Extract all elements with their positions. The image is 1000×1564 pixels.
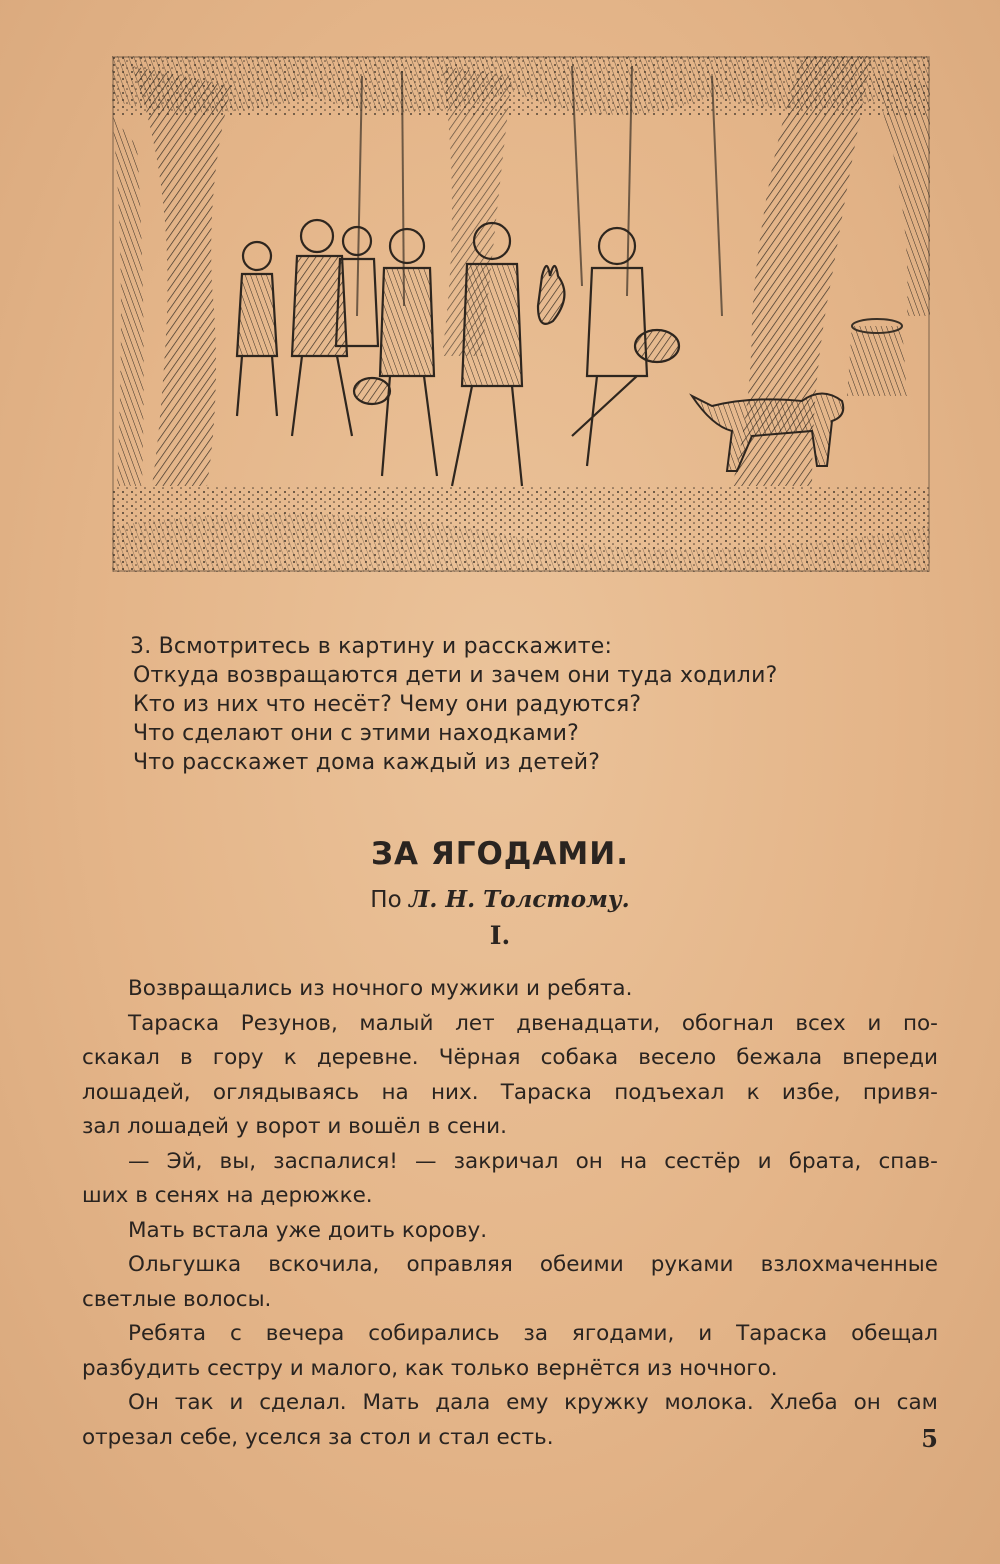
word: и — [867, 1010, 882, 1036]
word: к — [746, 1079, 760, 1105]
word: привя- — [862, 1079, 938, 1105]
word: Тараска — [736, 1321, 828, 1346]
text-line — [82, 1248, 938, 1283]
byline-prefix: По — [370, 887, 402, 913]
word: ягодами, — [571, 1321, 675, 1346]
word: двенадцати, — [516, 1010, 661, 1036]
chapter-number: I. — [489, 921, 511, 950]
text-line: отрезал себе, уселся за стол и стал есть. — [82, 1424, 554, 1450]
word: вскочила, — [268, 1252, 380, 1277]
word: обеими — [539, 1252, 624, 1277]
word: по- — [902, 1010, 938, 1036]
word: руками — [650, 1252, 734, 1277]
word: Ребята — [128, 1321, 207, 1346]
word: них. — [430, 1079, 479, 1105]
word: и — [757, 1148, 772, 1174]
word: спав- — [878, 1148, 938, 1174]
word: обогнал — [681, 1010, 774, 1036]
word: Эй, — [166, 1148, 203, 1174]
forest-children-illustration — [112, 56, 930, 572]
word: подъехал — [614, 1079, 725, 1105]
question-line: 3. Всмотритесь в картину и расскажите: — [130, 634, 613, 659]
story-byline — [0, 886, 1000, 913]
word: Мать — [362, 1390, 420, 1415]
word: всех — [795, 1010, 846, 1036]
story-title: ЗА ЯГОДАМИ. — [371, 836, 629, 872]
word: оправляя — [406, 1252, 513, 1277]
word: оглядываясь — [212, 1079, 360, 1105]
question-line: Откуда возвращаются дети и зачем они туда ходили? — [133, 663, 778, 688]
word: так — [174, 1390, 214, 1415]
word: собирались — [368, 1321, 500, 1346]
word: — — [128, 1148, 150, 1174]
word: лошадей, — [82, 1079, 191, 1105]
word: малый — [359, 1010, 434, 1036]
word: Резунов, — [240, 1010, 338, 1036]
word: на — [381, 1079, 409, 1105]
word: и — [229, 1390, 244, 1415]
illustration-drawing — [112, 56, 930, 572]
text-line — [82, 1041, 938, 1076]
word: дала — [435, 1390, 491, 1415]
word: Чёрная — [438, 1045, 521, 1070]
word: гору — [212, 1045, 264, 1070]
text-line: зал лошадей у ворот и вошёл в сени. — [82, 1114, 507, 1139]
word: закричал — [453, 1148, 559, 1174]
word: сестёр — [664, 1148, 741, 1174]
word: обещал — [851, 1321, 938, 1346]
word: молока. — [664, 1390, 754, 1415]
word: Тараска — [500, 1079, 592, 1105]
word: Тараска — [128, 1010, 220, 1036]
word: лет — [455, 1010, 495, 1036]
word: впереди — [842, 1045, 938, 1070]
text-line — [82, 1076, 938, 1111]
text-line: ших в сенях на дерюжке. — [82, 1183, 373, 1208]
author-name: Л. Н. Толстому. — [408, 886, 630, 913]
word: скакал — [82, 1045, 160, 1070]
word: к — [283, 1045, 297, 1070]
word: за — [523, 1321, 548, 1346]
word: брата, — [788, 1148, 862, 1174]
word: сделал. — [259, 1390, 347, 1415]
page-number: 5 — [921, 1424, 938, 1453]
word: заспалися! — [273, 1148, 398, 1174]
word: вы, — [219, 1148, 257, 1174]
questions-block — [130, 632, 893, 777]
word: вечера — [265, 1321, 345, 1346]
word: на — [619, 1148, 648, 1174]
word: он — [853, 1390, 881, 1415]
text-line: Возвращались из ночного мужики и ребята. — [128, 976, 633, 1001]
text-line — [82, 1386, 938, 1421]
word: сам — [896, 1390, 938, 1415]
word: Он — [128, 1390, 159, 1415]
text-line — [82, 1317, 938, 1352]
story-body — [82, 972, 938, 1455]
word: собака — [540, 1045, 619, 1070]
word: с — [229, 1321, 242, 1346]
word: и — [698, 1321, 713, 1346]
word: в — [180, 1045, 193, 1070]
question-line: Кто из них что несёт? Чему они радуются? — [133, 692, 642, 717]
word: — — [415, 1148, 437, 1174]
word: бежала — [736, 1045, 823, 1070]
word: взлохмаченные — [760, 1252, 938, 1277]
question-line: Что расскажет дома каждый из детей? — [133, 750, 601, 775]
word: ему — [506, 1390, 549, 1415]
text-line: Мать встала уже доить корову. — [128, 1217, 488, 1243]
text-line: разбудить сестру и малого, как только вернётся из ночного. — [82, 1355, 778, 1381]
word: он — [575, 1148, 603, 1174]
word: деревне. — [316, 1045, 419, 1070]
text-line — [82, 1007, 938, 1042]
text-line — [82, 1145, 938, 1180]
word: кружку — [564, 1390, 649, 1415]
word: Хлеба — [769, 1390, 838, 1415]
word: Ольгушка — [128, 1252, 242, 1277]
text-line: светлые волосы. — [82, 1286, 272, 1312]
question-line: Что сделают они с этими находками? — [133, 721, 580, 746]
word: избе, — [781, 1079, 841, 1105]
word: весело — [638, 1045, 717, 1070]
